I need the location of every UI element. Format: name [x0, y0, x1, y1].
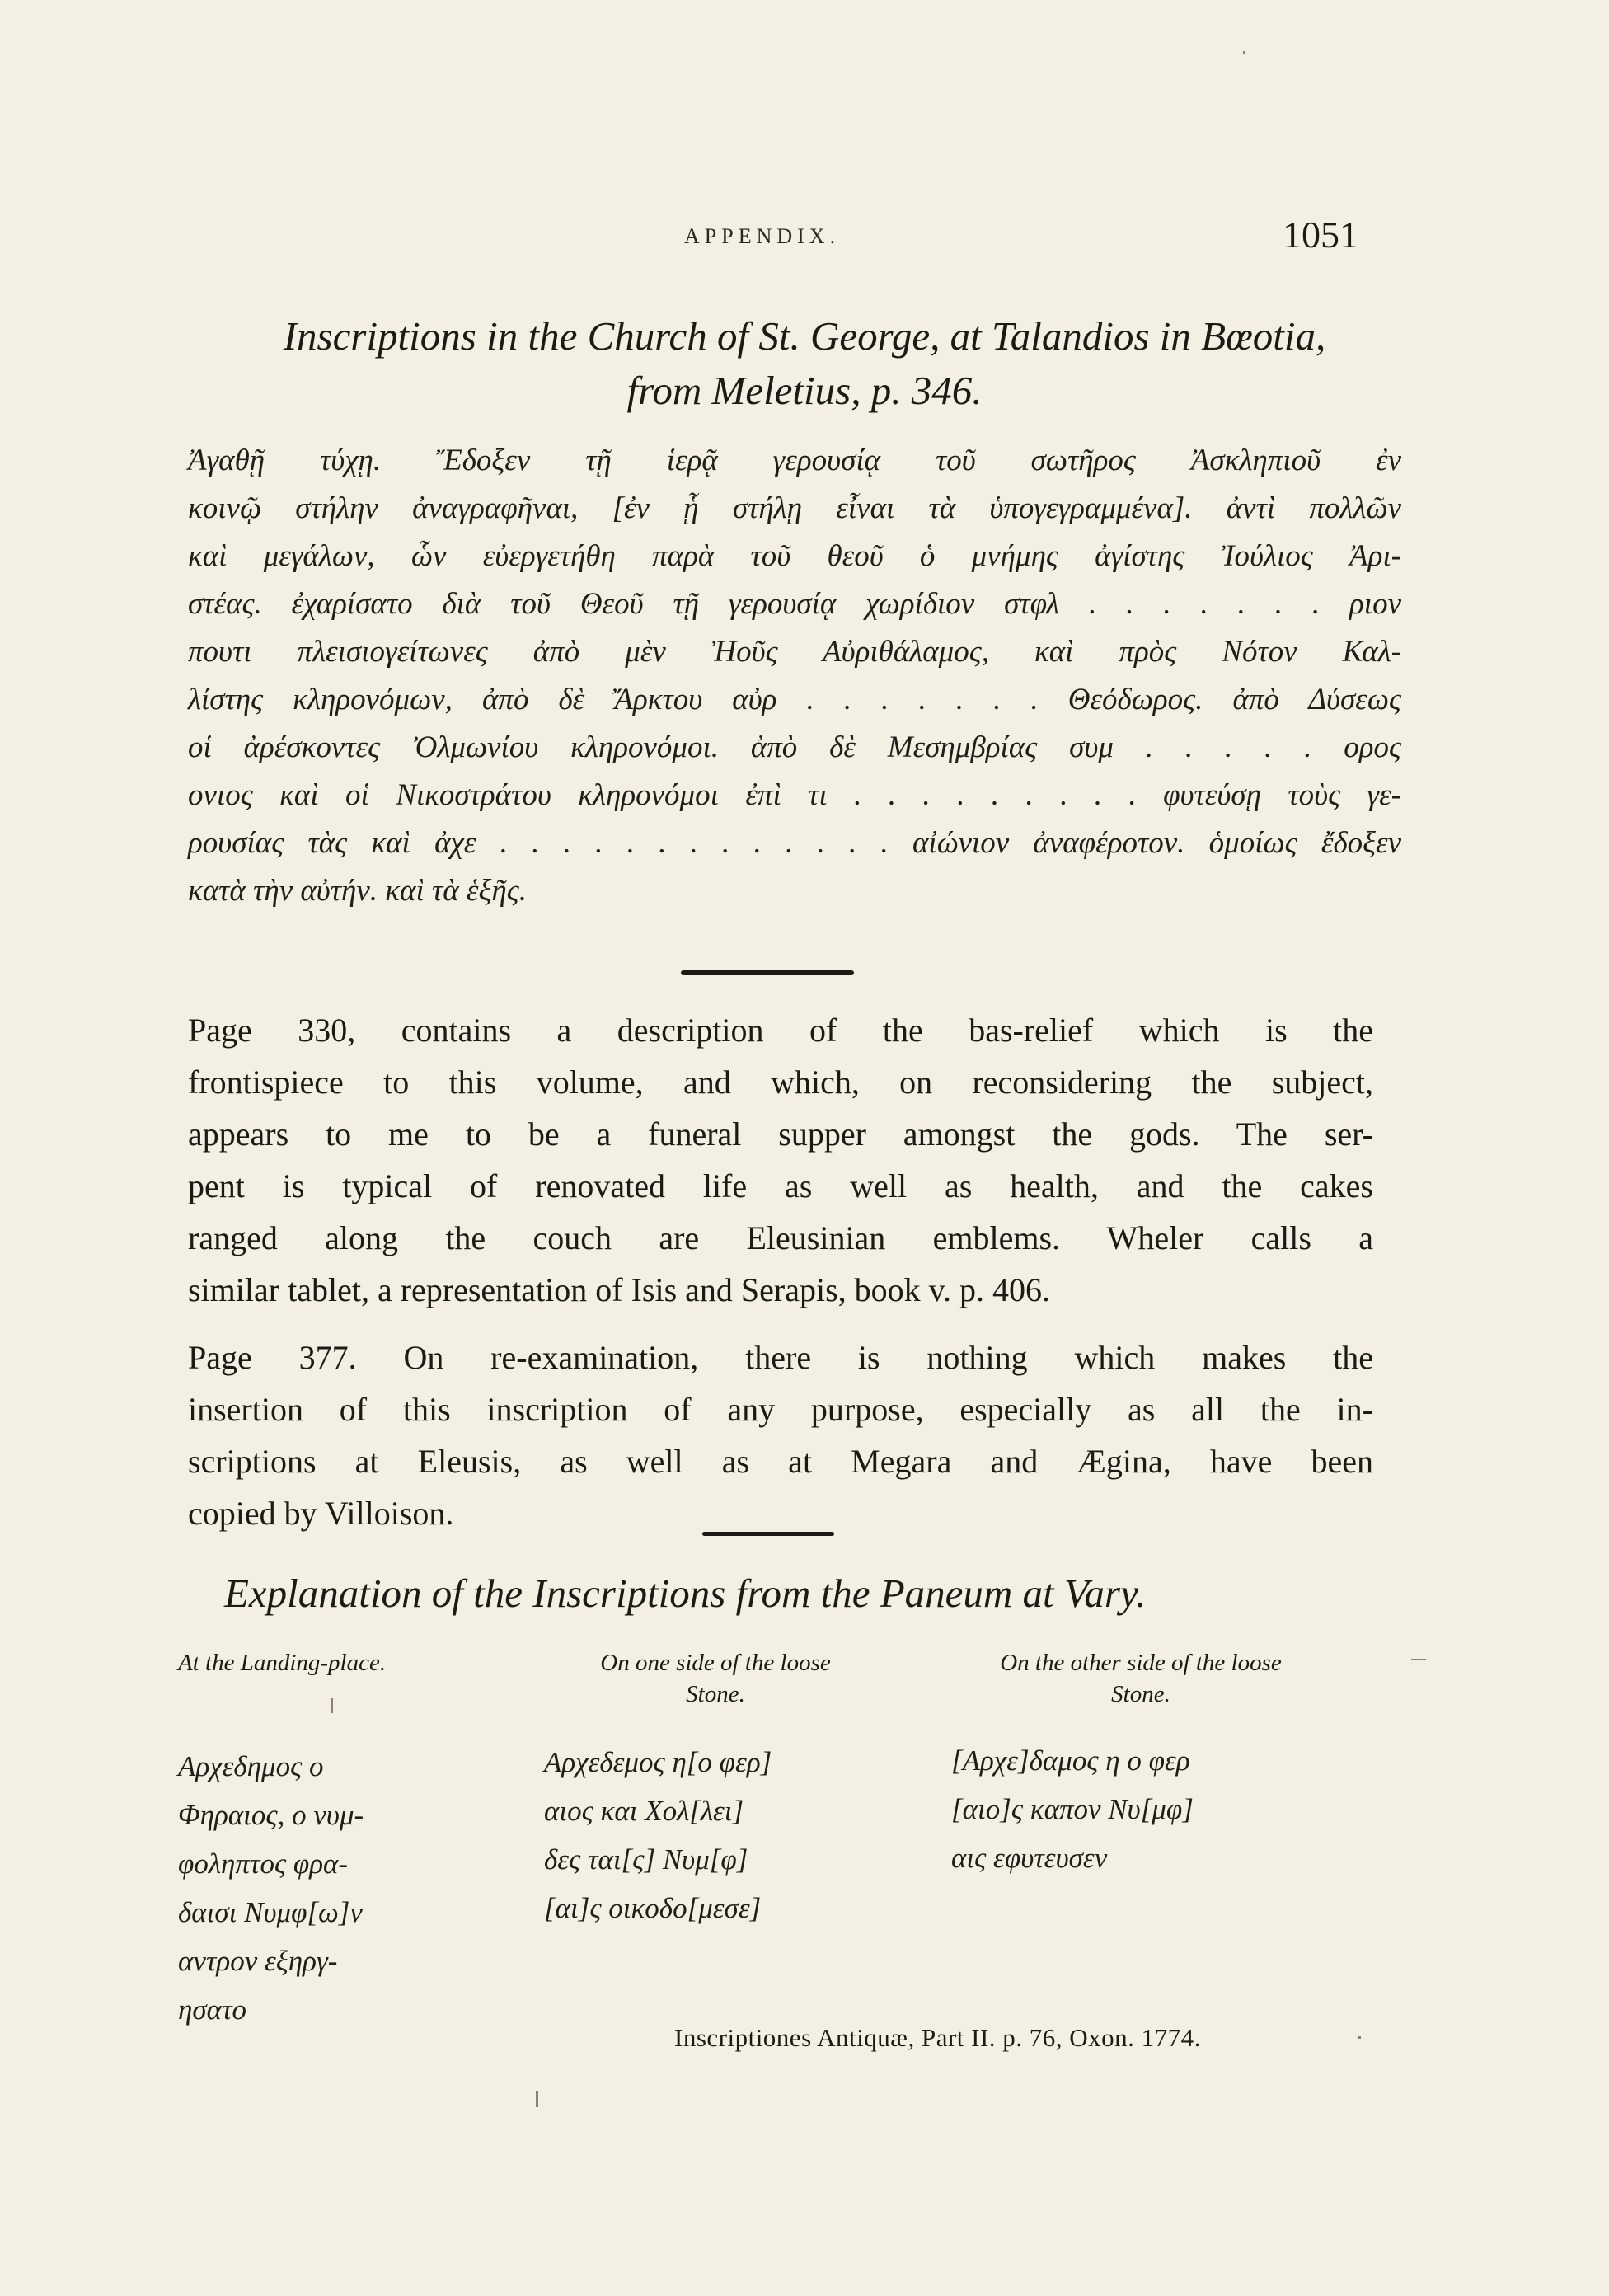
running-head	[0, 213, 1609, 262]
inscription-section-title	[0, 309, 1609, 418]
paragraph-line: Page 377. On re-examination, there is nothing which makes the	[188, 1339, 1373, 1376]
running-title: APPENDIX.	[684, 224, 841, 248]
greek-line: λίστης κληρονόμων, ἀπὸ δὲ Ἄρκτου αὐρ . . . . . . . Θεόδωρος. ἀπὸ Δύσεως	[188, 683, 1401, 716]
greek-inscription-text	[188, 437, 1401, 915]
column-heading-line: On one side of the loose	[600, 1650, 831, 1676]
paragraph-line: frontispiece to this volume, and which, on reconsidering the subject,	[188, 1063, 1373, 1101]
greek-line: Ἀγαθῇ τύχῃ. Ἔδοξεν τῇ ἱερᾷ γερουσίᾳ τοῦ σωτῆρος Ἀσκληπιοῦ ἐν	[188, 444, 1401, 477]
greek-line: καὶ μεγάλων, ὧν εὐεργετήθη παρὰ τοῦ θεοῦ ὁ μνήμης ἀγίστης Ἰούλιος Ἀρι-	[188, 539, 1401, 573]
column-one-side	[544, 1738, 772, 1932]
column-landing-place	[178, 1742, 364, 2034]
paragraph-line: similar tablet, a representation of Isis and Serapis, book v. p. 406.	[188, 1271, 1051, 1308]
inscription-line: [αι]ς οικοδο[μεσε]	[544, 1892, 762, 1924]
greek-line: ονιος καὶ οἱ Νικοστράτου κληρονόμοι ἐπὶ τι . . . . . . . . . φυτεύσῃ τοὺς γε-	[188, 778, 1401, 812]
column-heading-line: Stone.	[1111, 1681, 1170, 1707]
paper-speck	[536, 2091, 538, 2107]
title-line: from Meletius, p. 346.	[626, 368, 983, 413]
inscription-line: αιος και Χολ[λει]	[544, 1795, 744, 1827]
column-heading-line: On the other side of the loose	[1000, 1650, 1282, 1676]
column-heading-line: Stone.	[686, 1681, 745, 1707]
explanation-section-title: Explanation of the Inscriptions from the Paneum at Vary.	[224, 1571, 1147, 1616]
paragraph-line: appears to me to be a funeral supper amongst the gods. The ser-	[188, 1115, 1373, 1153]
paper-speck	[1411, 1659, 1426, 1660]
greek-line: πουτι πλεισιογείτωνες ἀπὸ μὲν Ἠοῦς Αὐριθάλαμος, καὶ πρὸς Νότον Καλ-	[188, 635, 1401, 669]
column-heading-one-side	[551, 1647, 880, 1710]
inscription-line: αντρον εξηργ-	[178, 1945, 338, 1977]
inscription-line: Αρχεδημος ο	[178, 1750, 324, 1782]
greek-line: κοινῷ στήλην ἀναγραφῆναι, [ἐν ᾗ στήλῃ εἶναι τὰ ὑπογεγραμμένα]. ἀντὶ πολλῶν	[188, 491, 1401, 525]
inscription-line: Αρχεδεμος η[ο φερ]	[544, 1746, 772, 1778]
greek-line: κατὰ τὴν αὐτήν. καὶ τὰ ἑξῆς.	[188, 874, 527, 908]
paragraph-page-330	[188, 1004, 1373, 1316]
section-divider	[702, 1532, 834, 1536]
page-number: 1051	[1283, 214, 1358, 256]
inscription-line: [αιο]ς καπον Νυ[μφ]	[951, 1793, 1194, 1825]
column-heading-landing-place: At the Landing-place.	[178, 1650, 387, 1676]
greek-line: ρουσίας τὰς καὶ ἀχε . . . . . . . . . . . . . αἰώνιον ἀναφέροτον. ὁμοίως ἔδοξεν	[188, 826, 1401, 860]
inscription-line: δαισι Νυμφ[ω]ν	[178, 1896, 363, 1928]
inscription-line: ησατο	[178, 1993, 247, 2026]
paper-speck	[1358, 2036, 1361, 2039]
inscription-line: Φηραιος, ο νυμ-	[178, 1799, 364, 1831]
inscription-line: [Αρχε]δαμος η ο φερ	[951, 1744, 1190, 1777]
citation-note: Inscriptiones Antiquæ, Part II. p. 76, Oxon. 1774.	[674, 2023, 1201, 2052]
column-heading-other-side	[959, 1647, 1322, 1710]
paragraph-line: scriptions at Eleusis, as well as at Megara and Ægina, have been	[188, 1443, 1373, 1480]
paragraph-page-377	[188, 1331, 1373, 1539]
paragraph-line: pent is typical of renovated life as well as health, and the cakes	[188, 1167, 1373, 1204]
paragraph-line: Page 330, contains a description of the bas-relief which is the	[188, 1012, 1373, 1049]
title-line: Inscriptions in the Church of St. George, at Talandios in Bœotia,	[283, 313, 1326, 359]
greek-line: στέας. ἐχαρίσατο διὰ τοῦ Θεοῦ τῇ γερουσίᾳ χωρίδιον στφλ . . . . . . . ριον	[188, 587, 1401, 621]
paragraph-line: ranged along the couch are Eleusinian emblems. Wheler calls a	[188, 1219, 1373, 1256]
inscription-line: αις εφυτευσεν	[951, 1842, 1108, 1874]
greek-line: οἱ ἀρέσκοντες Ὀλμωνίου κληρονόμοι. ἀπὸ δὲ Μεσημβρίας συμ . . . . . ορος	[188, 730, 1401, 764]
section-divider	[681, 970, 854, 975]
paragraph-line: insertion of this inscription of any purpose, especially as all the in-	[188, 1391, 1373, 1428]
inscription-line: φοληπτος φρα-	[178, 1848, 349, 1880]
column-other-side	[951, 1736, 1194, 1882]
paragraph-line: copied by Villoison.	[188, 1495, 454, 1532]
inscription-line: δες ται[ς] Νυμ[φ]	[544, 1843, 748, 1876]
paper-speck	[331, 1698, 333, 1713]
paper-speck	[1243, 51, 1245, 54]
